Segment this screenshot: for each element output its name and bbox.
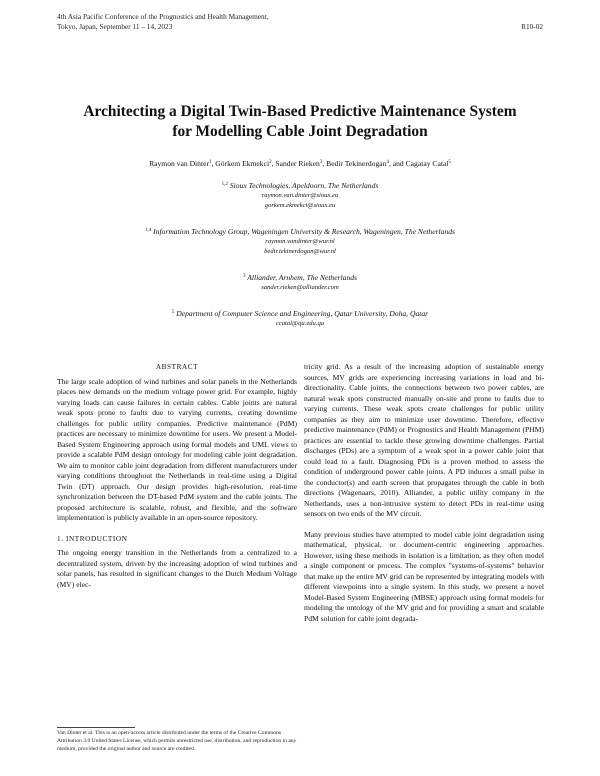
author-separator: , and [388, 159, 406, 168]
author-name: Görkem Ekmekci [215, 159, 270, 168]
author-email[interactable]: bedir.tekinerdogan@wur.nl [264, 248, 336, 255]
title-line-1: Architecting a Digital Twin-Based Predictive Maintenance System [83, 103, 517, 120]
author-email[interactable]: ccatal@qu.edu.qa [275, 320, 325, 327]
author-email[interactable]: sander.rieken@alliander.com [261, 284, 339, 291]
conference-location-date: Tokyo, Japan, September 11 – 14, 2023 [57, 22, 173, 31]
affiliation-name: Alliander, Arnhem, The Netherlands [247, 273, 358, 282]
affiliation-name: Department of Computer Science and Engineering, Qatar University, Doha, Qatar [176, 309, 429, 318]
introduction-heading: 1. INTRODUCTION [57, 534, 128, 543]
author-email[interactable]: raymon.van.dinter@sioux.eu [261, 192, 339, 199]
author-affil-marker: 3 [319, 160, 323, 165]
running-header [57, 12, 543, 32]
right-column [304, 362, 544, 624]
affiliation-marker: 3 [242, 274, 246, 279]
conference-name: 4th Asia Pacific Conference of the Prognostics and Health Management, [57, 12, 269, 21]
abstract-text: The large scale adoption of wind turbines and solar panels in the Netherlands places new demands on the medium voltage power grid. For example, highly varying loads can cause failures in certain cables. Cable joints are natural weak spots prone to faults due to varying currents, creating downtime challenges for public utility companies. Predictive maintenance (PdM) practices are necessary to minimize downtime for users. We present a Model-Based System Engineering approach using formal models and UML views to provide a scalable PdM design ontology for modeling cable joint degradation. We aim to monitor cable joint degradation from different manufacturers under varying conditions throughout the Netherlands in real-time using a Digital Twin (DT) approach. Our design provides high-resolution, real-time synchronization between the DT-based PdM system and the cable joints. The proposed architecture is scalable, robust, and flexible, and the software implementation is publicly available in an open-source repository. [57, 376, 297, 522]
author-name: Raymon van Dinter [149, 159, 209, 168]
author-email[interactable]: raymon.vandinter@wur.nl [265, 238, 335, 245]
author-separator: , [322, 159, 327, 168]
affiliation-block [20, 308, 580, 329]
paper-id: R10-02 [521, 22, 543, 31]
author-name: Bedir Tekinerdogan [326, 159, 387, 168]
author-affil-marker: 2 [269, 160, 272, 165]
author-name: Cagatay Catal [405, 159, 449, 168]
author-affil-marker: 4 [386, 160, 389, 165]
affiliation-block [20, 180, 580, 211]
affiliation-marker: 5 [171, 310, 175, 315]
author-affil-marker: 1 [208, 160, 212, 165]
author-separator: , [211, 159, 216, 168]
affiliation-block [20, 226, 580, 257]
author-list [20, 159, 580, 169]
affiliation-marker: 1,4 [144, 228, 152, 233]
paper-title [40, 102, 560, 142]
author-name: Sander Rieken [275, 159, 320, 168]
introduction-paragraph: The ongoing energy transition in the Netherlands from a centralized to a decentralized system, driven by the increasing adoption of wind turbines and solar panels, has resulted in significant changes to the Dutch Medium Voltage (MV) elec- [57, 548, 297, 589]
footnote-divider [57, 727, 135, 728]
affiliation-block [20, 272, 580, 293]
author-separator: , [271, 159, 276, 168]
left-column [57, 362, 297, 590]
license-footnote: Van Dinter et al. This is an open-access article distributed under the terms of the Creative Commons Attribution 3.0 United States License, which permits unrestricted use, distribution, and reproduction in any medium, provided the original author and source are credited. [57, 730, 297, 752]
title-line-2: for Modelling Cable Joint Degradation [172, 123, 428, 140]
introduction-paragraph-2: Many previous studies have attempted to model cable joint degradation using mathematical, physical, or document-centric engineering approaches. However, using these methods in isolation is a limitation, as they often model a single component or process. The complex "systems-of-systems" behavior that make up the entire MV grid can be represented by integrating models with different viewpoints into a single system. In this study, we present a novel Model-Based System Engineering (MBSE) approach using formal models for modeling the ontology of the MV grid and for providing a smart and scalable PdM solution for cable joint degrada- [304, 529, 544, 623]
affiliation-marker: 1,2 [221, 182, 228, 187]
abstract-heading: ABSTRACT [155, 363, 199, 371]
author-affil-marker: 5 [448, 160, 451, 165]
affiliation-name: Information Technology Group, Wageningen University & Research, Wageningen, The Netherlands [153, 227, 456, 236]
affiliation-name: Sioux Technologies, Apeldoorn, The Netherlands [229, 181, 379, 190]
author-email[interactable]: gorkem.ekmekci@sioux.eu [264, 202, 336, 209]
introduction-paragraph-continued: tricity grid. As a result of the increasing adoption of sustainable energy sources, MV grids are experiencing increasing variations in load and bi-directionality. Cable joints, the connections between two power cables, are natural weak spots constructed manually on-site and prone to faults due to varying currents. These weak spots create challenges for public utility companies as they aim to minimize user downtime. Therefore, effective predictive maintenance (PdM) or Prognostics and Health Management (PHM) practices are essential to tackle these growing downtime challenges. Partial discharges (PDs) are a symptom of a weak spot in a power cable joint that could lead to a fault. Diagnosing PDs is a proven method to assess the condition of underground power cable joints. A PD induces a small pulse in the conductor(s) and earth screen that propagates through the cable in both directions (Wagenaars, 2010). Alliander, a public utility company in the Netherlands, uses a non-intrusive system to detect PDs in real-time using sensors on two ends of the MV circuit. [304, 362, 544, 518]
